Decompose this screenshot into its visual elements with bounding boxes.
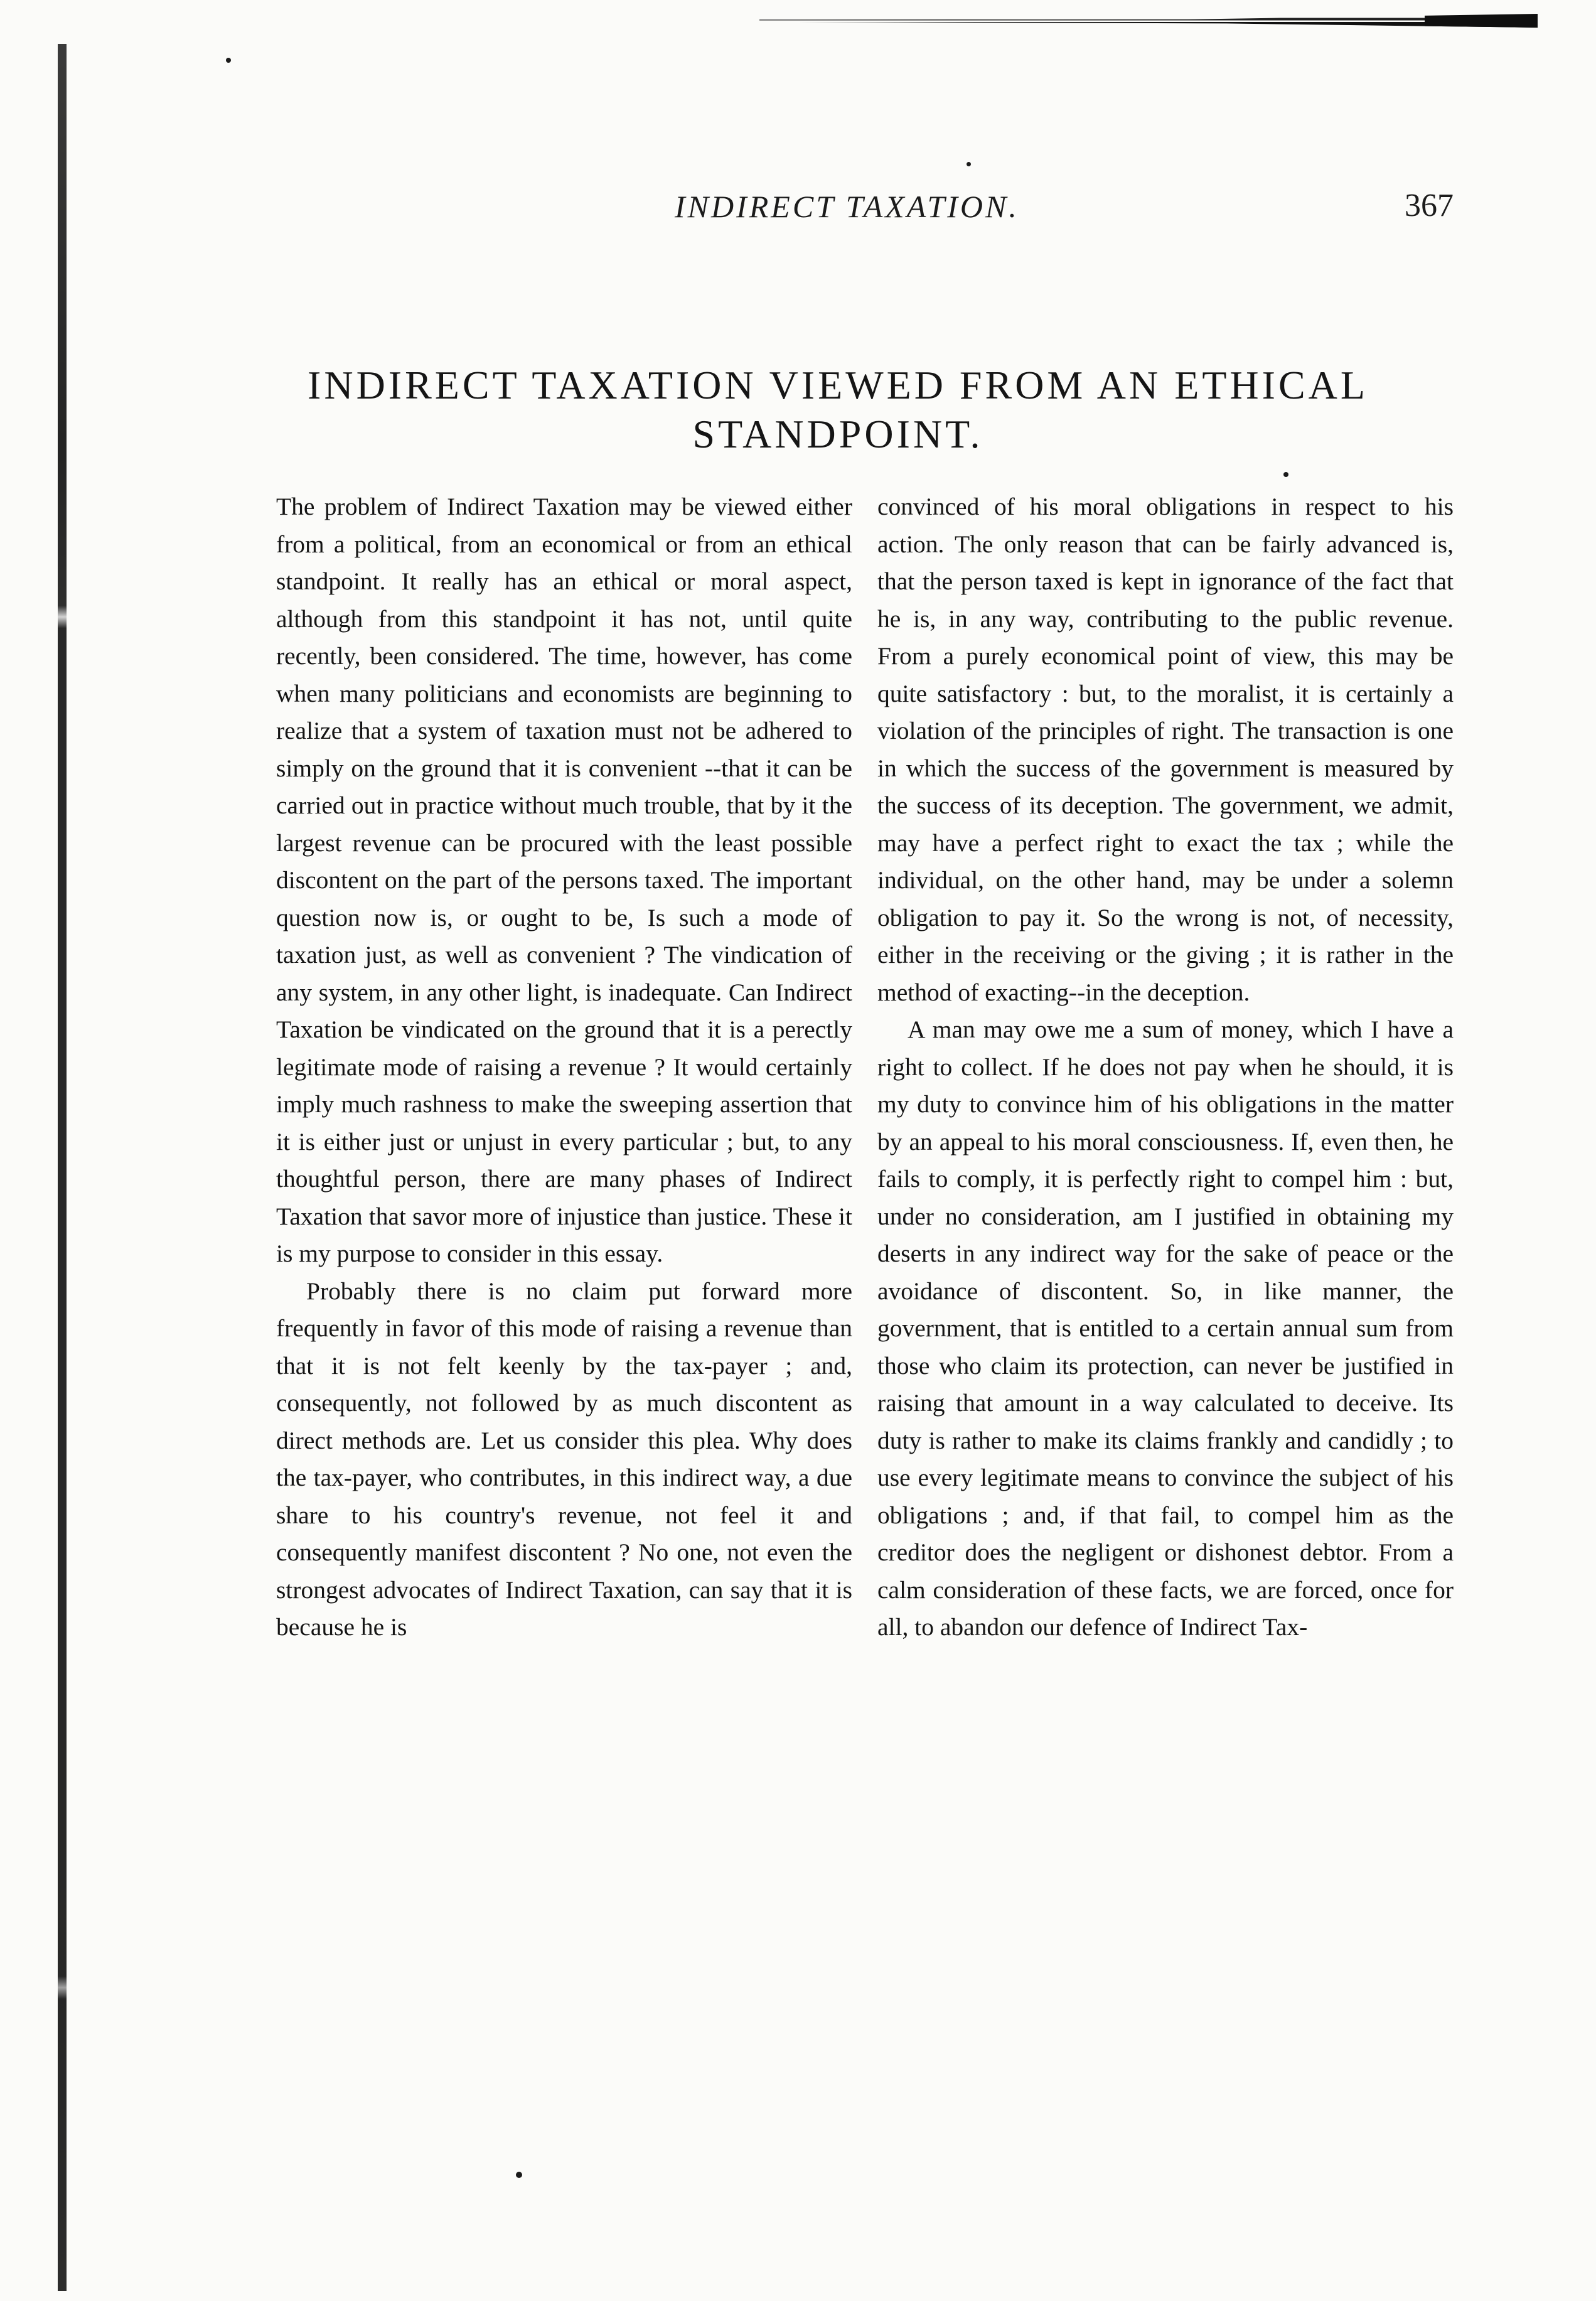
- scan-speck: [226, 58, 231, 63]
- left-column: [276, 488, 852, 1646]
- paragraph: Probably there is no claim put forward more frequently in favor of this mode of raising a revenue than that it is not felt keenly by the tax-payer ; and, consequently, not followed by as much discontent as direct methods are. Let us consider this plea. Why does the tax-payer, who contributes, in this indirect way, a due share to his country's revenue, not feel it and consequently manifest discontent ? No one, not even the strongest advocates of Indirect Taxation, can say that it is because he is: [276, 1277, 852, 1641]
- paragraph: A man may owe me a sum of money, which I have a right to collect. If he does not pay when he should, it is my duty to convince him of his obligations in the matter by an appeal to his moral consciousness. If, even then, he fails to comply, it is perfectly right to compel him : but, under no consideration, am I justified in obtaining my deserts in any indirect way for the sake of peace or the avoidance of discontent. So, in like manner, the government, that is entitled to a certain annual sum from those who claim its protection, can never be justified in raising that amount in a way calculated to deceive. Its duty is rather to make its claims frankly and candidly ; to use every legitimate means to convince the subject of his obligations ; and, if that fail, to compel him as the creditor does the negligent or dishonest debtor. From a calm consideration of these facts, we are forced, once for all, to abandon our defence of Indirect Tax-: [877, 1016, 1454, 1641]
- page-number: 367: [1405, 188, 1454, 223]
- paragraph: The problem of Indirect Taxation may be viewed either from a political, from an economical or from an ethical standpoint. It really has an ethical or moral aspect, although from this standpoint it has not, until quite recently, been considered. The time, however, has come when many politicians and economists are beginning to realize that a system of taxation must not be adhered to simply on the ground that it is convenient --that it can be carried out in practice without much trouble, that by it the largest revenue can be procured with the least possible discontent on the part of the persons taxed. The important question now is, or ought to be, Is such a mode of taxation just, as well as convenient ? The vindication of any system, in any other light, is inadequate. Can Indirect Taxation be vindicated on the ground that it is a perectly legitimate mode of raising a revenue ? It would certainly imply much rashness to make the sweeping assertion that it is either just or unjust in every particular ; but, to any thoughtful person, there are many phases of Indirect Taxation that savor more of injustice than justice. These it is my purpose to consider in this essay.: [276, 493, 852, 1267]
- scan-speck: [967, 162, 971, 166]
- running-title: INDIRECT TAXATION.: [675, 189, 1019, 224]
- paragraph: convinced of his moral obligations in respect to his action. The only reason that can be fairly advanced is, that the person taxed is kept in ignorance of the fact that he is, in any way, contributing to the public revenue. From a purely economical point of view, this may be quite satisfactory : but, to the moralist, it is certainly a violation of the principles of right. The transaction is one in which the success of the government is measured by the success of its deception. The government, we admit, may have a perfect right to exact the tax ; while the individual, on the other hand, may be under a solemn obligation to pay it. So the wrong is not, of necessity, either in the receiving or the giving ; it is rather in the method of exacting--in the deception.: [877, 493, 1454, 1006]
- scan-edge-rule: [759, 14, 1538, 28]
- right-column: [877, 488, 1454, 1646]
- article-title: INDIRECT TAXATION VIEWED FROM AN ETHICAL STANDPOINT.: [308, 363, 1368, 456]
- page-binding-edge: [58, 44, 67, 2291]
- scan-speck: [1283, 472, 1288, 477]
- scan-speck: [516, 2172, 522, 2178]
